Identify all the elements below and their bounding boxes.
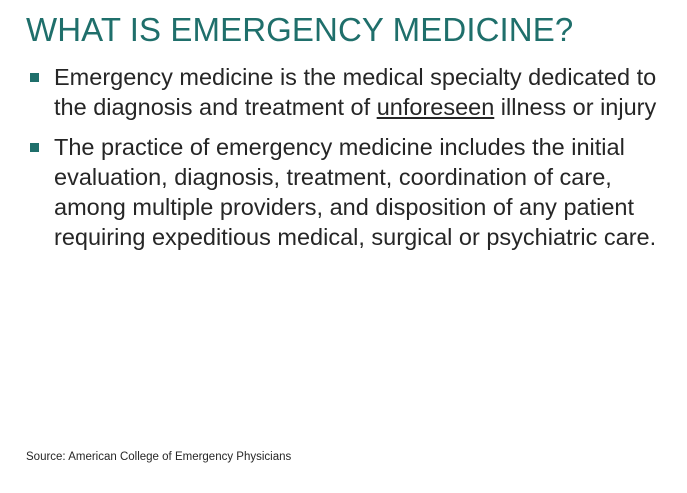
bullet-text: [54, 133, 663, 252]
list-item: [24, 63, 663, 122]
square-bullet-icon: [30, 73, 39, 82]
bullet-text-part-before: The practice of emergency medicine includes the initial evaluation, diagnosis, treatment, coordination of care, among multiple providers, and disposition of any patient requiring expeditious medical, surgical or psychiatric care.: [54, 134, 657, 250]
source-attribution: Source: American College of Emergency Physicians: [26, 451, 292, 464]
square-bullet-icon: [30, 143, 39, 152]
bullet-text-part-after: illness or injury: [494, 93, 657, 120]
bullet-text: [54, 63, 663, 122]
list-item: [24, 133, 663, 252]
bullet-text-part-before: Emergency medicine is the medical specialty dedicated to the diagnosis and treatment of: [54, 63, 657, 120]
bullet-text-emphasis: unforeseen: [376, 93, 495, 120]
page-title: WHAT IS EMERGENCY MEDICINE?: [26, 11, 574, 48]
bullet-list: [24, 63, 663, 252]
